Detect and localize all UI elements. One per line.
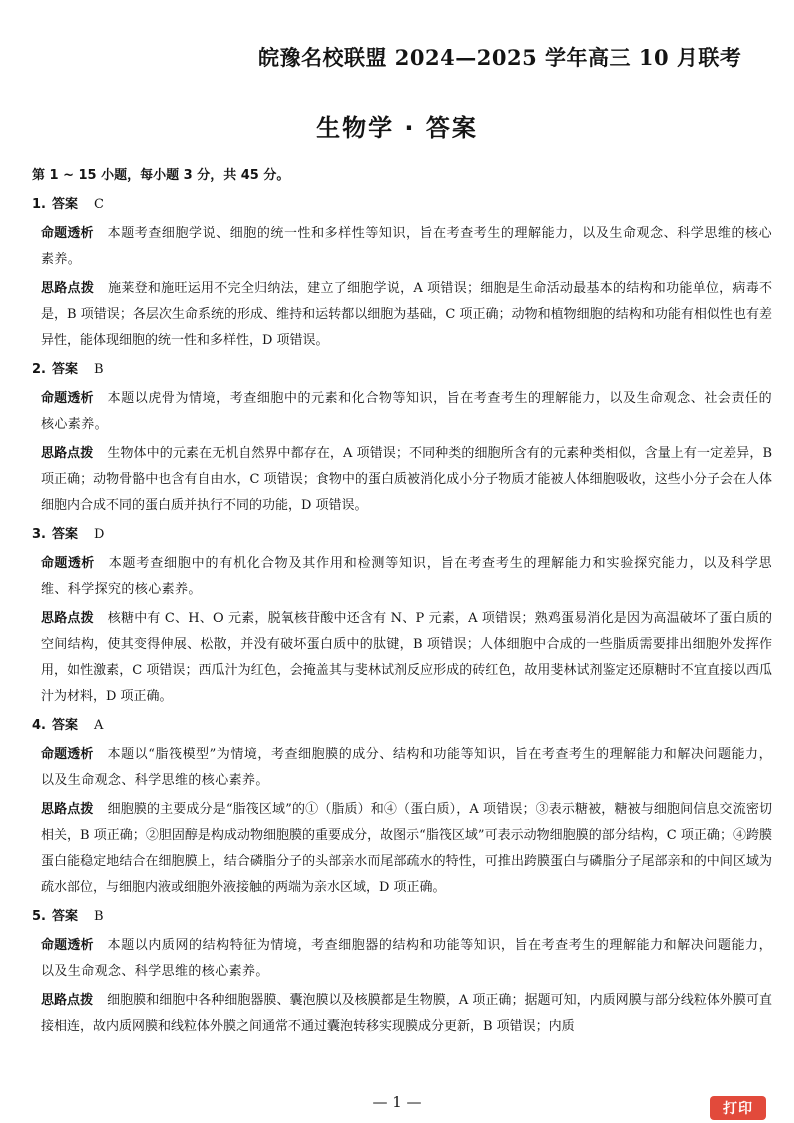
analysis-block (41, 386, 772, 438)
solution-block (41, 441, 772, 519)
solution-block (41, 797, 772, 901)
answer-label: 答案 (51, 909, 78, 924)
answer-line (32, 522, 772, 548)
solution-text: 施莱登和施旺运用不完全归纳法，建立了细胞学说，A 项错误；细胞是生命活动最基本的结构和功能单位，病毒不是，B 项错误；各层次生命系统的形成、维持和运转都以细胞为基础，C 项正确；动物和植物细胞的结构和功能有相似性也有差异性，能体现细胞的统一性和多样性，D 项错误。 (41, 281, 772, 348)
page-number: — 1 — (372, 1093, 422, 1111)
solution-tag: 思路点拨 (41, 281, 95, 296)
analysis-block (41, 221, 772, 273)
subject-title: 生物学 · 答案 (316, 114, 478, 142)
analysis-text: 本题以内质网的结构特征为情境，考查细胞器的结构和功能等知识，旨在考查考生的理解能力和解决问题能力，以及生命观念、科学思维的核心素养。 (41, 938, 772, 979)
analysis-text: 本题以虎骨为情境，考查细胞中的元素和化合物等知识，旨在考查考生的理解能力，以及生命观念、社会责任的核心素养。 (41, 391, 772, 432)
solution-text: 核糖中有 C、H、O 元素，脱氧核苷酸中还含有 N、P 元素，A 项错误；熟鸡蛋易消化是因为高温破坏了蛋白质的空间结构，使其变得伸展、松散，并没有破坏蛋白质中的肽键，B 项错误；人体细胞中合成的一些脂质需要排出细胞外发挥作用，如性激素，C 项错误；西瓜汁为红色，会掩盖其与斐林试剂反应形成的砖红色，故用斐林试剂鉴定还原糖时不宜直接以西瓜汁为材料，D 项正确。 (41, 611, 772, 704)
question-number: 5. (32, 909, 46, 924)
analysis-tag: 命题透析 (41, 938, 94, 953)
question-2 (32, 357, 772, 519)
solution-tag: 思路点拨 (41, 993, 94, 1008)
analysis-block (41, 551, 772, 603)
answer-line (32, 357, 772, 383)
exam-title: 皖豫名校联盟 2024—2025 学年高三 10 月联考 (258, 45, 742, 70)
answer-line (32, 192, 772, 218)
analysis-block (41, 933, 772, 985)
print-button[interactable]: 打印 (710, 1096, 766, 1120)
answer-label: 答案 (51, 527, 78, 542)
analysis-tag: 命题透析 (41, 391, 94, 406)
answer-value: B (94, 909, 104, 924)
solution-tag: 思路点拨 (41, 802, 94, 817)
solution-text: 生物体中的元素在无机自然界中都存在，A 项错误；不同种类的细胞所含有的元素种类相似，含量上有一定差异，B 项正确；动物骨骼中也含有自由水，C 项错误；食物中的蛋白质被消化成小分子物质才能被人体细胞吸收，这些小分子会在人体细胞内合成不同的蛋白质并执行不同的功能，D 项错误。 (41, 446, 772, 513)
question-number: 3. (32, 527, 46, 542)
analysis-tag: 命题透析 (41, 226, 94, 241)
question-number: 2. (32, 362, 46, 377)
answer-label: 答案 (51, 362, 78, 377)
answer-value: C (94, 197, 104, 212)
solution-tag: 思路点拨 (41, 446, 94, 461)
question-4 (32, 713, 772, 901)
answer-label: 答案 (51, 197, 78, 212)
solution-block (41, 606, 772, 710)
solution-block (41, 276, 772, 354)
analysis-text: 本题考查细胞中的有机化合物及其作用和检测等知识，旨在考查考生的理解能力和实验探究能力，以及科学思维、科学探究的核心素养。 (41, 556, 772, 597)
question-3 (32, 522, 772, 710)
answer-label: 答案 (51, 718, 78, 733)
answer-line (32, 904, 772, 930)
answer-content (32, 163, 772, 1043)
analysis-text: 本题考查细胞学说、细胞的统一性和多样性等知识，旨在考查考生的理解能力，以及生命观念、科学思维的核心素养。 (41, 226, 772, 267)
answer-line (32, 713, 772, 739)
solution-text: 细胞膜和细胞中各种细胞器膜、囊泡膜以及核膜都是生物膜，A 项正确；据题可知，内质网膜与部分线粒体外膜可直接相连，故内质网膜和线粒体外膜之间通常不通过囊泡转移实现膜成分更新，B 项错误；内质 (41, 993, 772, 1034)
question-number: 1. (32, 197, 46, 212)
solution-tag: 思路点拨 (41, 611, 94, 626)
section-intro: 第 1 ~ 15 小题，每小题 3 分，共 45 分。 (32, 168, 290, 183)
answer-value: A (94, 718, 104, 733)
solution-block (41, 988, 772, 1040)
question-1 (32, 192, 772, 354)
question-5 (32, 904, 772, 1040)
analysis-text: 本题以“脂筏模型”为情境，考查细胞膜的成分、结构和功能等知识，旨在考查考生的理解能力和解决问题能力，以及生命观念、科学思维的核心素养。 (41, 747, 772, 788)
answer-value: D (94, 527, 105, 542)
analysis-tag: 命题透析 (41, 556, 95, 571)
analysis-block (41, 742, 772, 794)
answer-value: B (94, 362, 104, 377)
question-number: 4. (32, 718, 46, 733)
analysis-tag: 命题透析 (41, 747, 94, 762)
solution-text: 细胞膜的主要成分是“脂筏区域”的①（脂质）和④（蛋白质），A 项错误；③表示糖被，糖被与细胞间信息交流密切相关，B 项正确；②胆固醇是构成动物细胞膜的重要成分，故图示“脂筏区域”可表示动物细胞膜的部分结构，C 项正确；④跨膜蛋白能稳定地结合在细胞膜上，结合磷脂分子的头部亲水而尾部疏水的特性，可推出跨膜蛋白与磷脂分子尾部亲和的中间区域为疏水部位，与细胞内液或细胞外液接触的两端为亲水区域，D 项正确。 (41, 802, 772, 895)
